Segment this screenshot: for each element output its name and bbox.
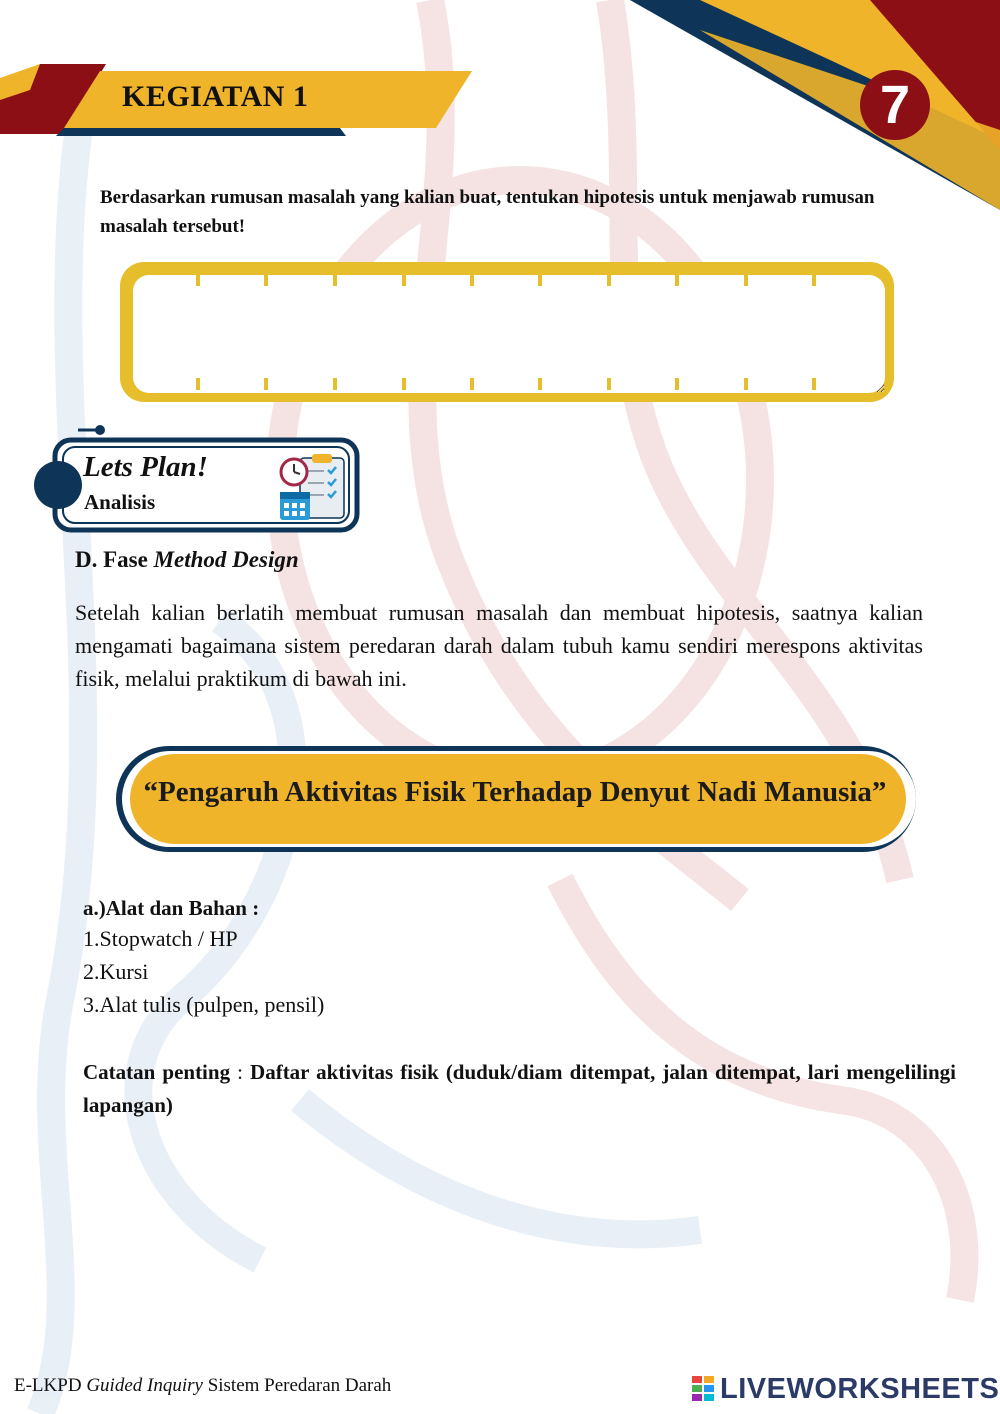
list-item: 3.Alat tulis (pulpen, pensil) xyxy=(83,992,325,1017)
materials-heading: a.)Alat dan Bahan : xyxy=(83,896,260,920)
footer-prefix: E-LKPD xyxy=(14,1375,87,1396)
lets-plan-title: Lets Plan! xyxy=(83,451,208,483)
list-item: 2.Kursi xyxy=(83,959,149,984)
liveworksheets-text: LIVEWORKSHEETS xyxy=(720,1372,1000,1405)
instruction-text: Berdasarkan rumusan masalah yang kalian buat, tentukan hipotesis untuk menjawab rumusan masalah tersebut! xyxy=(100,187,875,237)
section-heading xyxy=(75,547,299,573)
hypothesis-input[interactable] xyxy=(133,275,885,393)
practicum-title: “Pengaruh Aktivitas Fisik Terhadap Denyut Nadi Manusia” xyxy=(143,776,887,808)
list-item: 1.Stopwatch / HP xyxy=(83,926,238,951)
section-heading-italic: Method Design xyxy=(153,547,299,572)
page-number-badge: 7 xyxy=(860,70,930,140)
note-label: Catatan penting xyxy=(83,1060,231,1084)
footer-caption xyxy=(14,1375,391,1397)
liveworksheets-logo[interactable] xyxy=(692,1372,999,1406)
important-note xyxy=(83,1056,956,1122)
lets-plan-subtitle: Analisis xyxy=(84,490,156,514)
clipboard-checklist-clock-calendar-icon xyxy=(278,452,350,524)
intro-paragraph: Setelah kalian berlatih membuat rumusan masalah dan membuat hipotesis, saatnya kalian mengamati bagaimana sistem peredaran darah dalam tubuh kamu sendiri merespons aktivitas fisik, melalui praktikum di bawah ini. xyxy=(75,600,923,691)
note-separator: : xyxy=(230,1060,251,1084)
activity-title: KEGIATAN 1 xyxy=(122,80,309,113)
section-heading-prefix: D. Fase xyxy=(75,547,154,572)
liveworksheets-mark-icon xyxy=(692,1376,714,1402)
footer-suffix: Sistem Peredaran Darah xyxy=(202,1375,392,1396)
note-text: Daftar aktivitas fisik (duduk/diam ditempat, jalan ditempat, lari mengelilingi lapangan) xyxy=(83,1060,956,1117)
footer-italic: Guided Inquiry xyxy=(86,1375,203,1396)
